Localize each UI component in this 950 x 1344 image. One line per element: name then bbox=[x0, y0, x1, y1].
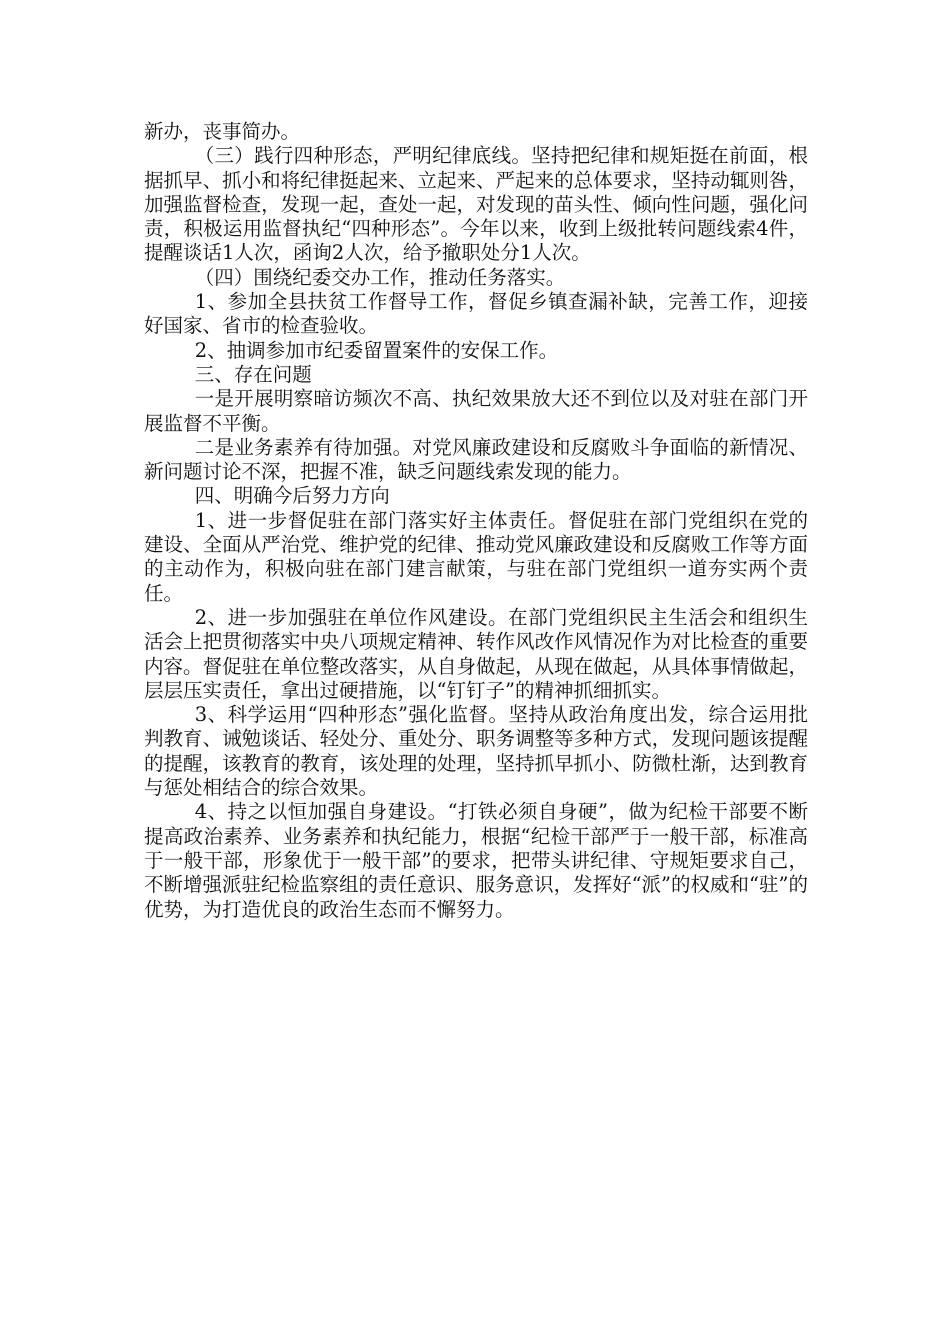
list-item-four-forms-supervision: 3、科学运用“四种形态”强化监督。坚持从政治角度出发，综合运用批判教育、诫勉谈话、轻处分、重处分、职务调整等多种方式，发现问题该提醒的提醒，该教育的教育，该处理的处理，坚持抓早抓小、防微杜渐，达到教育与惩处相结合的综合效果。 bbox=[144, 703, 808, 800]
paragraph-continuation: 新办，丧事简办。 bbox=[144, 120, 301, 143]
list-item-security-work: 2、抽调参加市纪委留置案件的安保工作。 bbox=[194, 338, 559, 362]
list-item-main-responsibility: 1、进一步督促驻在部门落实好主体责任。督促驻在部门党组织在党的建设、全面从严治党、维护党的纪律、推动党风廉政建设和反腐败工作等方面的主动作为，积极向驻在部门建言献策，与驻在部门党组织一道夯实两个责任。 bbox=[144, 508, 808, 605]
list-item-poverty-supervision: 1、参加全县扶贫工作督导工作，督促乡镇查漏补缺，完善工作，迎接好国家、省市的检查验收。 bbox=[144, 290, 808, 338]
list-item-self-building: 4、持之以恒加强自身建设。“打铁必须自身硬”，做为纪检干部要不断提高政治素养、业务素养和执纪能力，根据“纪检干部严于一般干部，标准高于一般干部，形象优于一般干部”的要求，把带头讲纪律、守规矩要求自己，不断增强派驻纪检监察组的责任意识、服务意识，发挥好“派”的权威和“驻”的优势，为打造优良的政治生态而不懈努力。 bbox=[144, 800, 808, 921]
section-heading-commission-tasks: （四）围绕纪委交办工作，推动任务落实。 bbox=[194, 265, 566, 289]
document-body bbox=[144, 120, 808, 922]
paragraph-problem-one: 一是开展明察暗访频次不高、执纪效果放大还不到位以及对驻在部门开展监督不平衡。 bbox=[144, 387, 808, 435]
section-heading-future-direction: 四、明确今后努力方向 bbox=[194, 484, 390, 508]
list-item-work-style: 2、进一步加强驻在单位作风建设。在部门党组织民主生活会和组织生活会上把贯彻落实中央八项规定精神、转作风改作风情况作为对比检查的重要内容。督促驻在单位整改落实，从自身做起，从现在做起，从具体事情做起，层层压实责任，拿出过硬措施，以“钉钉子”的精神抓细抓实。 bbox=[144, 605, 808, 702]
paragraph-four-forms: （三）践行四种形态，严明纪律底线。坚持把纪律和规矩挺在前面，根据抓早、抓小和将纪律挺起来、立起来、严起来的总体要求，坚持动辄则咎，加强监督检查，发现一起，查处一起，对发现的苗头性、倾向性问题，强化问责，积极运用监督执纪“四种形态”。今年以来，收到上级批转问题线索4件，提醒谈话1人次，函询2人次，给予撤职处分1人次。 bbox=[144, 144, 808, 265]
section-heading-problems: 三、存在问题 bbox=[194, 362, 312, 386]
paragraph-problem-two: 二是业务素养有待加强。对党风廉政建设和反腐败斗争面临的新情况、新问题讨论不深，把握不准，缺乏问题线索发现的能力。 bbox=[144, 435, 808, 484]
